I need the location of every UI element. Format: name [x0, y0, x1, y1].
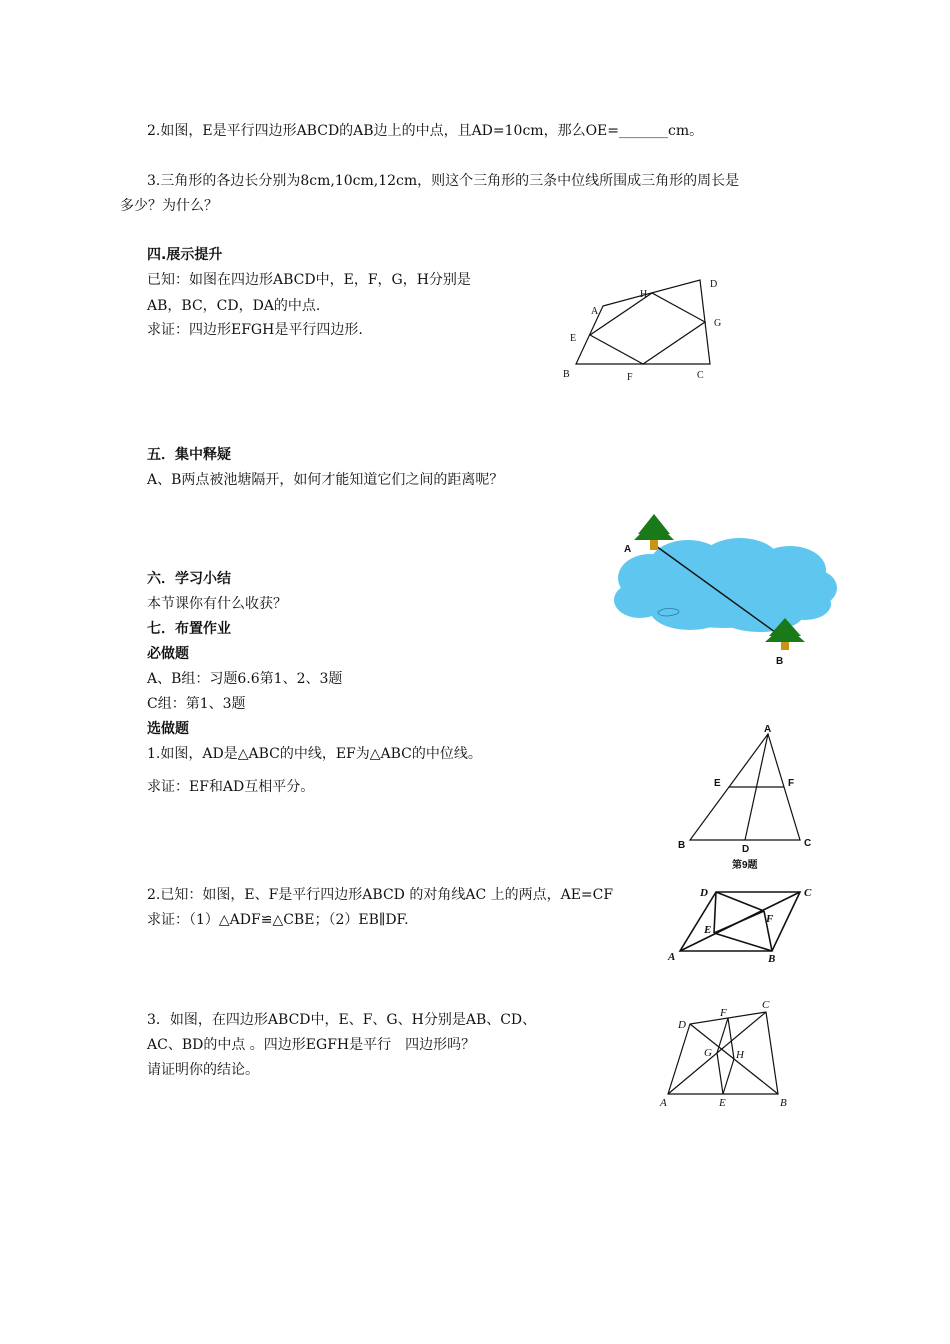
question-3-line-2: 多少？为什么？ [120, 198, 218, 214]
section-5-title: 五．集中释疑 [147, 447, 231, 463]
label-b: B [678, 840, 686, 851]
optional-3-line-3: 请证明你的结论。 [147, 1062, 259, 1078]
pond-figure [610, 512, 840, 672]
optional-title: 选做题 [147, 721, 189, 737]
optional-2-line-1-text: 2.已知：如图，E、F是平行四边形ABCD 的对角线AC 上的两点，AE=CF [147, 887, 614, 903]
label-c: C [697, 370, 704, 381]
label-a: A [591, 306, 599, 317]
required-ab: A、B组：习题6.6第1、2、3题 [147, 671, 343, 687]
label-g: G [704, 1047, 712, 1059]
pond [614, 538, 837, 632]
question-2 [147, 122, 703, 140]
triangle-abc-figure [672, 724, 822, 874]
label-b: B [563, 369, 570, 380]
optional-1-line-2: 求证：EF和AD互相平分。 [147, 779, 315, 795]
label-f: F [627, 372, 633, 383]
label-a: A [668, 951, 676, 963]
question-2-prefix: 2.如图，E是平行四边形ABCD的AB边上的中点，且AD=10cm，那么OE= [147, 123, 619, 139]
label-h: H [736, 1049, 744, 1061]
section-4-line-1: 已知：如图在四边形ABCD中，E，F，G，H分别是 [147, 272, 471, 288]
section-4-line-2: AB，BC，CD，DA的中点. [147, 298, 321, 314]
label-c: C [804, 838, 812, 849]
optional-3-line-2: AC、BD的中点 。四边形EGFH是平行 四边形吗？ [147, 1037, 476, 1053]
label-e: E [714, 778, 721, 789]
optional-1-line-1: 1.如图，AD是△ABC的中线，EF为△ABC的中位线。 [147, 746, 482, 762]
label-c: C [762, 999, 770, 1011]
label-a: A [624, 544, 632, 555]
optional-3-line-1: 3．如图，在四边形ABCD中，E、F、G、H分别是AB、CD、 [147, 1012, 537, 1028]
quadrilateral-egfh-figure [656, 998, 806, 1113]
required-title: 必做题 [147, 646, 189, 662]
required-c: C组：第1、3题 [147, 696, 246, 712]
quad-efgh [590, 293, 705, 364]
label-a: A [764, 724, 772, 735]
section-4-title: 四.展示提升 [147, 247, 223, 263]
optional-2-line-1 [147, 886, 663, 904]
label-b: B [768, 953, 776, 965]
label-d: D [710, 279, 718, 290]
label-g: G [714, 318, 722, 329]
answer-blank: _______ [619, 123, 668, 139]
section-6-title: 六．学习小结 [147, 571, 231, 587]
label-d: D [742, 844, 750, 855]
label-f: F [720, 1007, 727, 1019]
question-2-suffix: cm。 [668, 123, 704, 139]
section-7-title: 七．布置作业 [147, 621, 231, 637]
label-f: F [788, 778, 795, 789]
label-e: E [719, 1097, 726, 1109]
figure-caption: 第9题 [732, 860, 758, 871]
label-e: E [570, 333, 577, 344]
quadrilateral-efgh-figure [555, 270, 735, 385]
label-d: D [678, 1019, 686, 1031]
section-6-line-1: 本节课你有什么收获？ [147, 596, 287, 612]
label-a: A [660, 1097, 667, 1109]
label-f: F [766, 913, 774, 925]
label-c: C [804, 887, 812, 899]
section-5-line-1: A、B两点被池塘隔开，如何才能知道它们之间的距离呢？ [147, 472, 504, 488]
optional-2-line-2: 求证：（1）△ADF≌△CBE；（2）EB∥DF. [147, 912, 409, 928]
label-b: B [776, 656, 784, 667]
label-h: H [640, 289, 648, 300]
label-d: D [700, 887, 708, 899]
parallelogram-figure [664, 878, 824, 968]
label-e: E [704, 924, 712, 936]
question-3-line-1: 3.三角形的各边长分别为8cm,10cm,12cm，则这个三角形的三条中位线所围成三角形的周长是 [147, 173, 740, 189]
section-4-line-3: 求证：四边形EFGH是平行四边形. [147, 322, 363, 338]
label-b: B [780, 1097, 787, 1109]
